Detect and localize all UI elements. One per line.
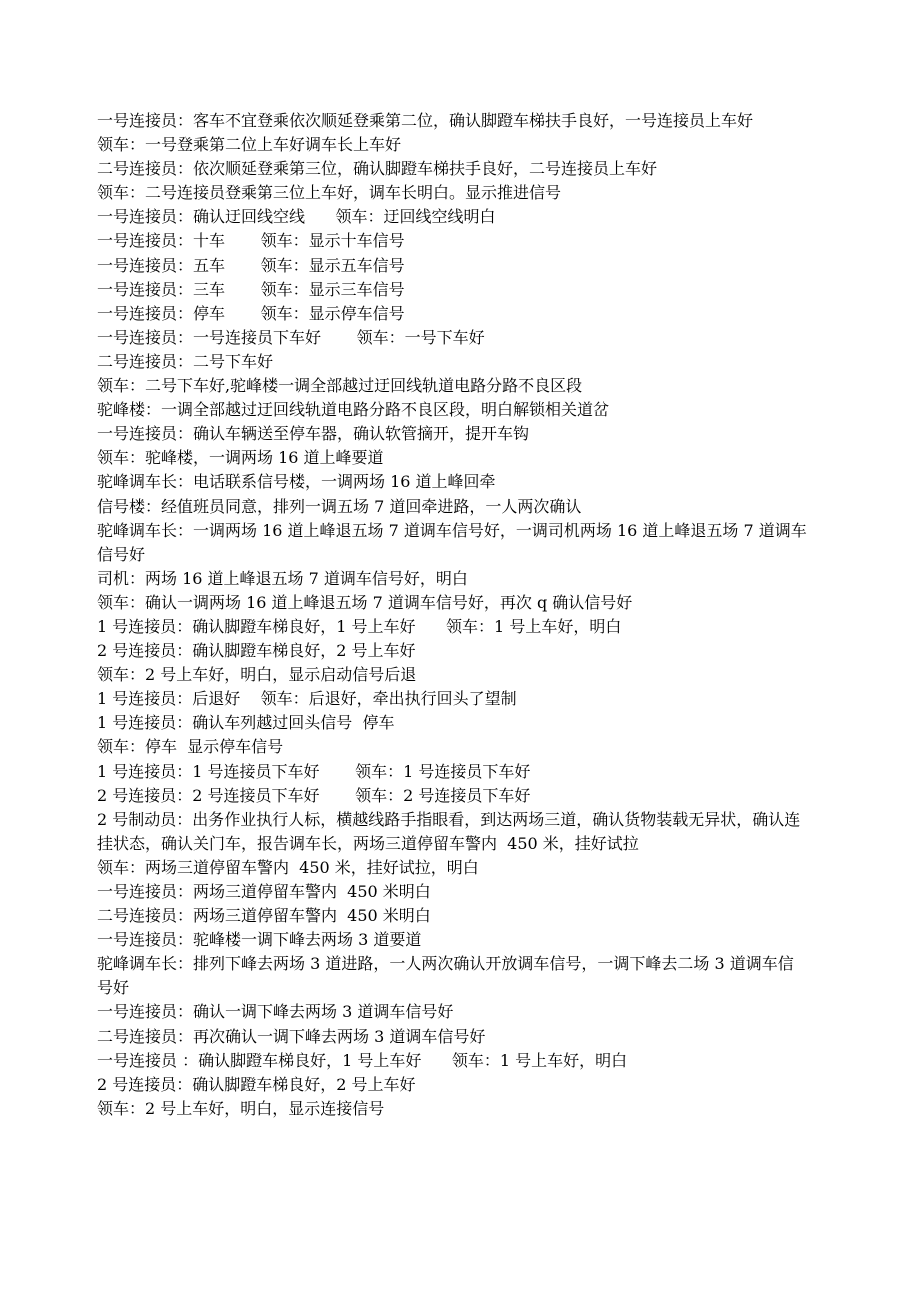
text-line: 领车：2 号上车好，明白，显示启动信号后退 [97,665,417,685]
text-line: 一号连接员 ：确认脚蹬车梯良好，1 号上车好 领车：1 号上车好，明白 [97,1050,628,1070]
text-line: 一号连接员：停车 领车：显示停车信号 [97,303,405,323]
text-line: 一号连接员：确认车辆送至停车器，确认软管摘开，提开车钩 [97,424,530,444]
text-line: 一号连接员：三车 领车：显示三车信号 [97,279,405,299]
text-line: 1 号连接员：确认车列越过回头信号 停车 [97,713,395,733]
text-line: 领车：二号下车好,驼峰楼一调全部越过迂回线轨道电路分路不良区段 [97,376,583,396]
text-line: 信号楼：经值班员同意，排列一调五场 7 道回牵进路，一人两次确认 [97,496,582,516]
document-body [97,109,809,1121]
text-line: 领车：确认一调两场 16 道上峰退五场 7 道调车信号好，再次 q 确认信号好 [97,592,633,612]
text-line: 一号连接员：确认一调下峰去两场 3 道调车信号好 [97,1002,454,1022]
text-line: 1 号连接员：后退好 领车：后退好，牵出执行回头了望制 [97,689,517,709]
text-line: 驼峰楼：一调全部越过迂回线轨道电路分路不良区段，明白解锁相关道岔 [97,400,610,420]
text-line: 一号连接员：十车 领车：显示十车信号 [97,231,405,251]
text-line: 一号连接员：客车不宜登乘依次顺延登乘第二位，确认脚蹬车梯扶手良好，一号连接员上车好 [97,111,754,130]
text-line: 二号连接员：两场三道停留车警内 450 米明白 [97,906,431,926]
text-line: 1 号连接员：1 号连接员下车好 领车：1 号连接员下车好 [97,761,531,781]
text-line: 领车：二号连接员登乘第三位上车好，调车长明白。显示推进信号 [97,183,562,203]
text-line: 2 号制动员：出务作业执行人标，横越线路手指眼看，到达两场三道，确认货物装载无异状，确认连挂状态，确认关门车，报告调车长，两场三道停留车警内 450 米，挂好试拉 [97,809,801,853]
text-line: 一号连接员：一号连接员下车好 领车：一号下车好 [97,327,485,347]
text-line: 一号连接员：两场三道停留车警内 450 米明白 [97,882,431,901]
text-line: 驼峰调车长：电话联系信号楼，一调两场 16 道上峰回牵 [97,472,496,492]
text-line: 一号连接员：驼峰楼一调下峰去两场 3 道要道 [97,930,422,950]
text-line: 1 号连接员：确认脚蹬车梯良好，1 号上车好 领车：1 号上车好，明白 [97,616,622,636]
text-line: 领车：两场三道停留车警内 450 米，挂好试拉，明白 [97,857,479,877]
text-line: 一号连接员：确认迂回线空线 领车：迂回线空线明白 [97,207,496,227]
text-line: 驼峰调车长：一调两场 16 道上峰退五场 7 道调车信号好，一调司机两场 16 道上峰退五场 7 道调车信号好 [97,520,807,564]
text-line: 二号连接员：再次确认一调下峰去两场 3 道调车信号好 [97,1026,486,1046]
text-line: 2 号连接员：确认脚蹬车梯良好，2 号上车好 [97,1074,416,1094]
text-line: 二号连接员：依次顺延登乘第三位，确认脚蹬车梯扶手良好，二号连接员上车好 [97,159,658,179]
text-line: 司机：两场 16 道上峰退五场 7 道调车信号好，明白 [97,568,468,588]
text-line: 二号连接员：二号下车好 [97,351,274,371]
text-line: 2 号连接员：2 号连接员下车好 领车：2 号连接员下车好 [97,785,531,805]
text-line: 一号连接员：五车 领车：显示五车信号 [97,255,405,275]
text-line: 2 号连接员：确认脚蹬车梯良好，2 号上车好 [97,641,416,661]
text-line: 领车：一号登乘第二位上车好调车长上车好 [97,135,402,155]
text-line: 领车：停车 显示停车信号 [97,737,284,757]
text-line: 领车：驼峰楼，一调两场 16 道上峰要道 [97,448,384,468]
text-line: 驼峰调车长：排列下峰去两场 3 道进路，一人两次确认开放调车信号，一调下峰去二场 3 道调车信号好 [97,954,794,998]
text-line: 领车：2 号上车好，明白，显示连接信号 [97,1098,385,1118]
